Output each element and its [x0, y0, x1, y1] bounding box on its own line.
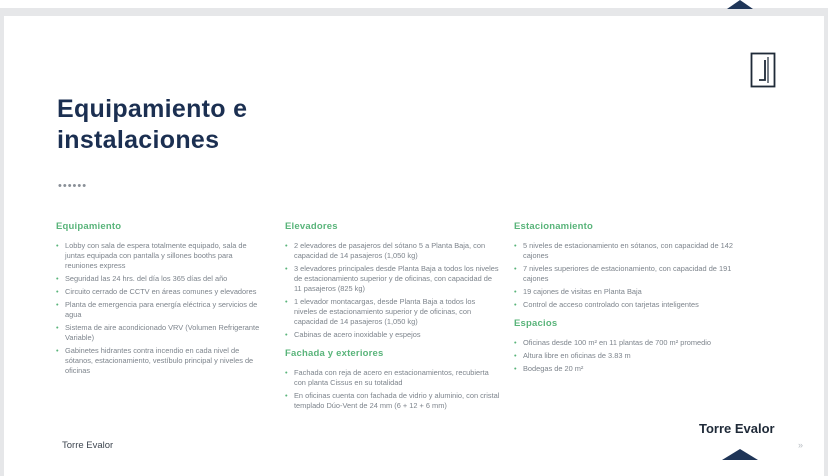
list-item: • 19 cajones de visitas en Planta Baja: [514, 287, 754, 297]
section-heading-espacios: Espacios: [514, 318, 558, 329]
list-estacionamiento: [514, 241, 754, 310]
list-fachada: [285, 368, 500, 411]
list-item: • Oficinas desde 100 m² en 11 plantas de 700 m² promedio: [514, 338, 754, 348]
list-equipamiento: [56, 241, 261, 376]
list-item: • 2 elevadores de pasajeros del sótano 5 a Planta Baja, con capacidad de 14 pasajeros (1,050 kg): [285, 241, 500, 261]
page-title-line-2: instalaciones: [57, 126, 220, 154]
section-heading-elevadores: Elevadores: [285, 221, 338, 232]
list-item: • Planta de emergencia para energía eléctrica y servicios de agua: [56, 300, 261, 320]
footer-brand-left: Torre Evalor: [62, 440, 114, 451]
list-item: • Altura libre en oficinas de 3.83 m: [514, 351, 754, 361]
column-equipamiento: [56, 222, 261, 379]
decorative-dots: ••••••: [58, 180, 88, 192]
list-espacios: [514, 338, 754, 374]
list-item: • Cabinas de acero inoxidable y espejos: [285, 330, 500, 340]
previous-page-edge: [0, 0, 828, 8]
list-item: • 7 niveles superiores de estacionamiento, con capacidad de 191 cajones: [514, 264, 754, 284]
list-item: • Control de acceso controlado con tarjetas inteligentes: [514, 300, 754, 310]
list-item: • Lobby con sala de espera totalmente equipado, sala de juntas equipada con pantalla y sillones booths para reuniones express: [56, 241, 261, 271]
list-item: • Fachada con reja de acero en estacionamientos, recubierta con planta Cissus en su totalidad: [285, 368, 500, 388]
section-heading-equipamiento: Equipamiento: [56, 221, 122, 232]
list-item: • 3 elevadores principales desde Planta Baja a todos los niveles de estacionamiento superior y de oficinas, con capacidad de 11 pasajeros (825 kg): [285, 264, 500, 294]
column-elevadores: [285, 222, 500, 414]
list-item: • Sistema de aire acondicionado VRV (Volumen Refrigerante Variable): [56, 323, 261, 343]
list-item: • Seguridad las 24 hrs. del día los 365 días del año: [56, 274, 261, 284]
list-elevadores: [285, 241, 500, 340]
page-title: [57, 94, 377, 156]
previous-page-triangle-right-icon: [727, 0, 753, 9]
next-page-icon[interactable]: »: [798, 440, 804, 450]
list-item: • 5 niveles de estacionamiento en sótanos, con capacidad de 142 cajones: [514, 241, 754, 261]
section-heading-estacionamiento: Estacionamiento: [514, 221, 594, 232]
logo-mark-icon: [750, 52, 776, 88]
list-item: • En oficinas cuenta con fachada de vidrio y aluminio, con cristal templado Dúo-Vent de 24 mm (6 + 12 + 6 mm): [285, 391, 500, 411]
footer-triangle-icon: [722, 449, 758, 460]
footer-brand-right: Torre Evalor: [699, 421, 775, 436]
column-estacionamiento: [514, 222, 754, 377]
section-heading-fachada: Fachada y exteriores: [285, 348, 384, 359]
page-title-line-1: Equipamiento e: [57, 95, 248, 123]
list-item: • Circuito cerrado de CCTV en áreas comunes y elevadores: [56, 287, 261, 297]
list-item: • 1 elevador montacargas, desde Planta Baja a todos los niveles de estacionamiento superior y de oficinas, con capacidad de 14 pasajeros (1,050 kg): [285, 297, 500, 327]
list-item: • Gabinetes hidrantes contra incendio en cada nivel de sótanos, estacionamiento, vestíbulo principal y niveles de oficinas: [56, 346, 261, 376]
list-item: • Bodegas de 20 m²: [514, 364, 754, 374]
